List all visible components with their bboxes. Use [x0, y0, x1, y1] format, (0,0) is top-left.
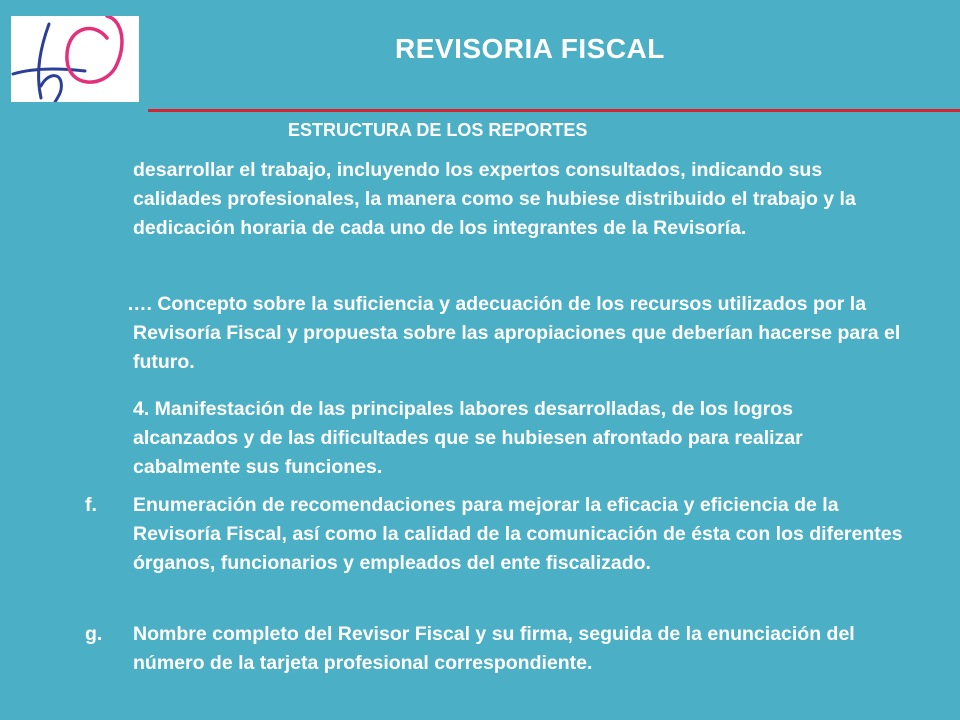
list-item-f-text: Enumeración de recomendaciones para mejorar la eficacia y eficiencia de la Revisoría Fiscal, así como la calidad de la comunicación de ésta con los diferentes órganos, funcionarios y empleados del ente fiscalizado. — [133, 494, 903, 574]
section-subtitle: ESTRUCTURA DE LOS REPORTES — [288, 120, 588, 140]
paragraph-2 — [127, 290, 903, 377]
paragraph-1 — [133, 156, 903, 243]
slide-title: REVISORIA FISCAL — [395, 33, 665, 64]
list-item-g — [85, 620, 903, 678]
hc-logo — [11, 16, 139, 102]
paragraph-3 — [133, 395, 903, 482]
paragraph-2-text: …. Concepto sobre la suficiencia y adecuación de los recursos utilizados por la Revisoría Fiscal y propuesta sobre las apropiaciones que deberían hacerse para el futuro. — [127, 293, 901, 373]
paragraph-3-text: 4. Manifestación de las principales labores desarrolladas, de los logros alcanzados y de las dificultades que se hubiesen afrontado para realizar cabalmente sus funciones. — [133, 398, 803, 478]
title-divider — [148, 109, 960, 112]
list-marker-f: f. — [85, 494, 97, 516]
paragraph-1-text: desarrollar el trabajo, incluyendo los expertos consultados, indicando sus calidades profesionales, la manera como se hubiese distribuido el trabajo y la dedicación horaria de cada uno de los integrantes de la Revisoría. — [133, 159, 856, 239]
list-marker-g: g. — [85, 623, 103, 645]
list-item-f — [85, 491, 903, 578]
list-item-g-text: Nombre completo del Revisor Fiscal y su firma, seguida de la enunciación del número de la tarjeta profesional correspondiente. — [133, 623, 855, 674]
hc-logo-icon — [11, 16, 139, 102]
